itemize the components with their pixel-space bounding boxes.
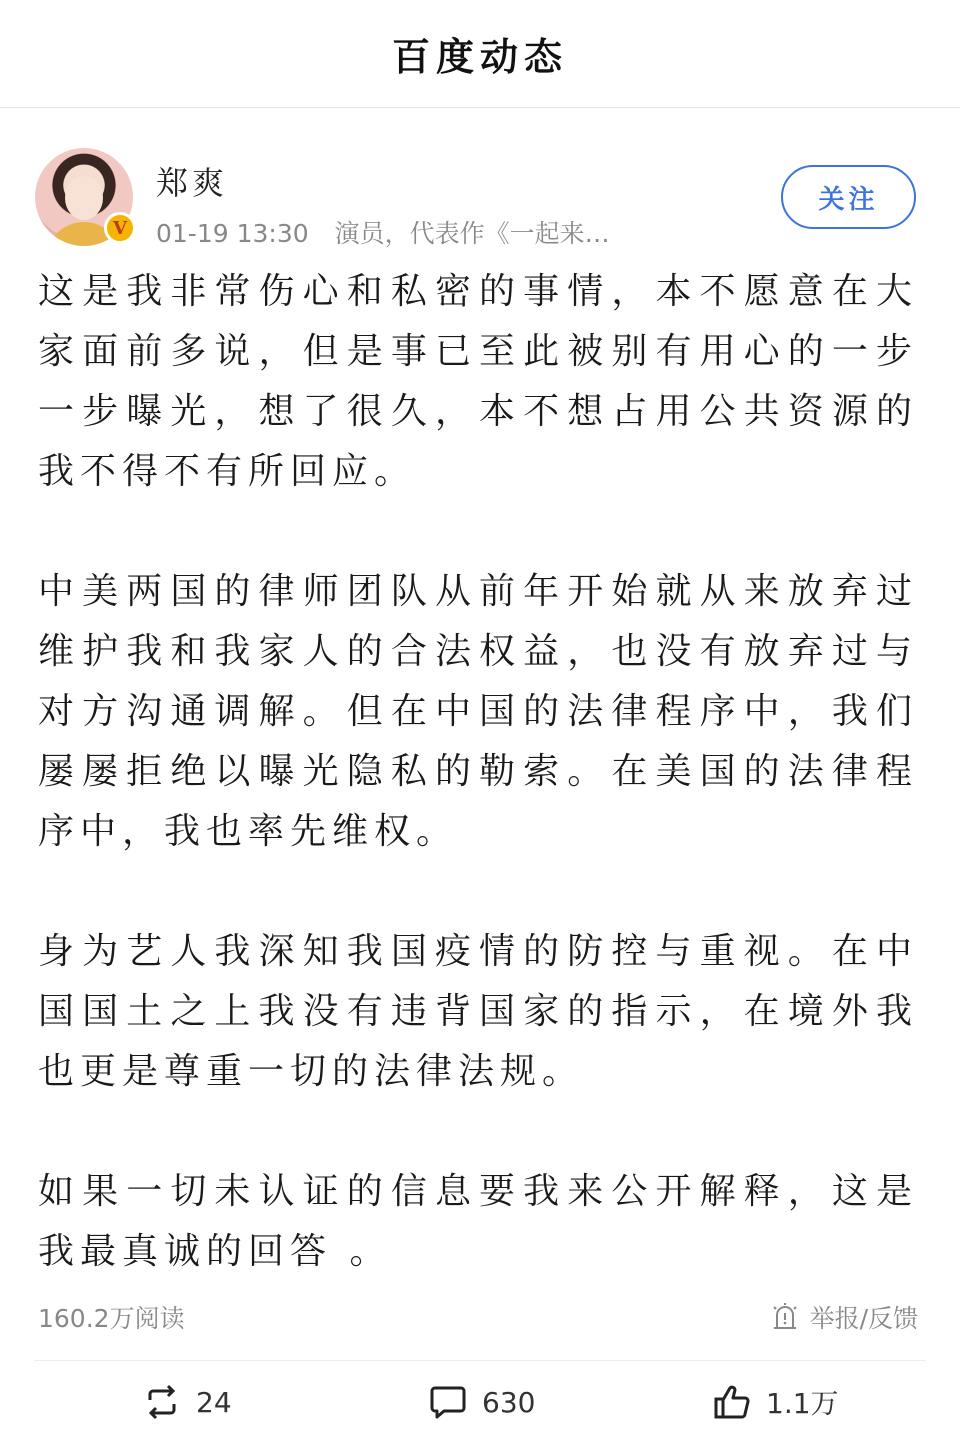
author-description: 演员，代表作《一起来… (334, 219, 610, 248)
post-paragraph: 身为艺人我深知我国疫情的防控与重视。在中国国土之上我没有违背国家的指示，在境外我也更是尊重一切的法律法规。 (38, 931, 918, 1092)
page-title: 百度动态 (391, 35, 568, 79)
report-link[interactable] (770, 1299, 918, 1335)
post-footer (38, 1292, 918, 1342)
action-bar (0, 1372, 960, 1440)
report-icon (770, 1302, 800, 1332)
report-label: 举报/反馈 (809, 1304, 918, 1333)
read-count: 160.2万阅读 (38, 1304, 185, 1333)
comment-button[interactable] (428, 1382, 535, 1422)
avatar-face (65, 176, 103, 220)
post-time: 01-19 13:30 (156, 219, 309, 248)
comment-count: 630 (482, 1385, 536, 1419)
post-content (38, 262, 918, 1282)
comment-icon (428, 1382, 468, 1422)
repost-icon (142, 1382, 182, 1422)
top-bar (0, 0, 960, 108)
repost-button[interactable] (142, 1382, 232, 1422)
like-count: 1.1万 (766, 1387, 839, 1420)
follow-button[interactable]: 关注 (781, 165, 916, 229)
author-name[interactable]: 郑爽 (156, 164, 229, 202)
post-paragraph: 如果一切未认证的信息要我来公开解释，这是我最真诚的回答 。 (38, 1171, 918, 1272)
thumbs-up-icon (712, 1382, 752, 1422)
repost-count: 24 (196, 1385, 232, 1419)
post-paragraph: 中美两国的律师团队从前年开始就从来放弃过维护我和我家人的合法权益，也没有放弃过与对方沟通调解。但在中国的法律程序中，我们屡屡拒绝以曝光隐私的勒索。在美国的法律程序中，我也率先维权。 (38, 571, 918, 852)
verified-badge-icon: V (104, 212, 136, 244)
post-paragraph: 这是我非常伤心和私密的事情，本不愿意在大家面前多说，但是事已至此被别有用心的一步一步曝光，想了很久，本不想占用公共资源的我不得不有所回应。 (38, 271, 918, 492)
divider (34, 1360, 926, 1361)
author-section (0, 140, 960, 250)
like-button[interactable] (712, 1382, 839, 1422)
author-meta (156, 214, 610, 250)
